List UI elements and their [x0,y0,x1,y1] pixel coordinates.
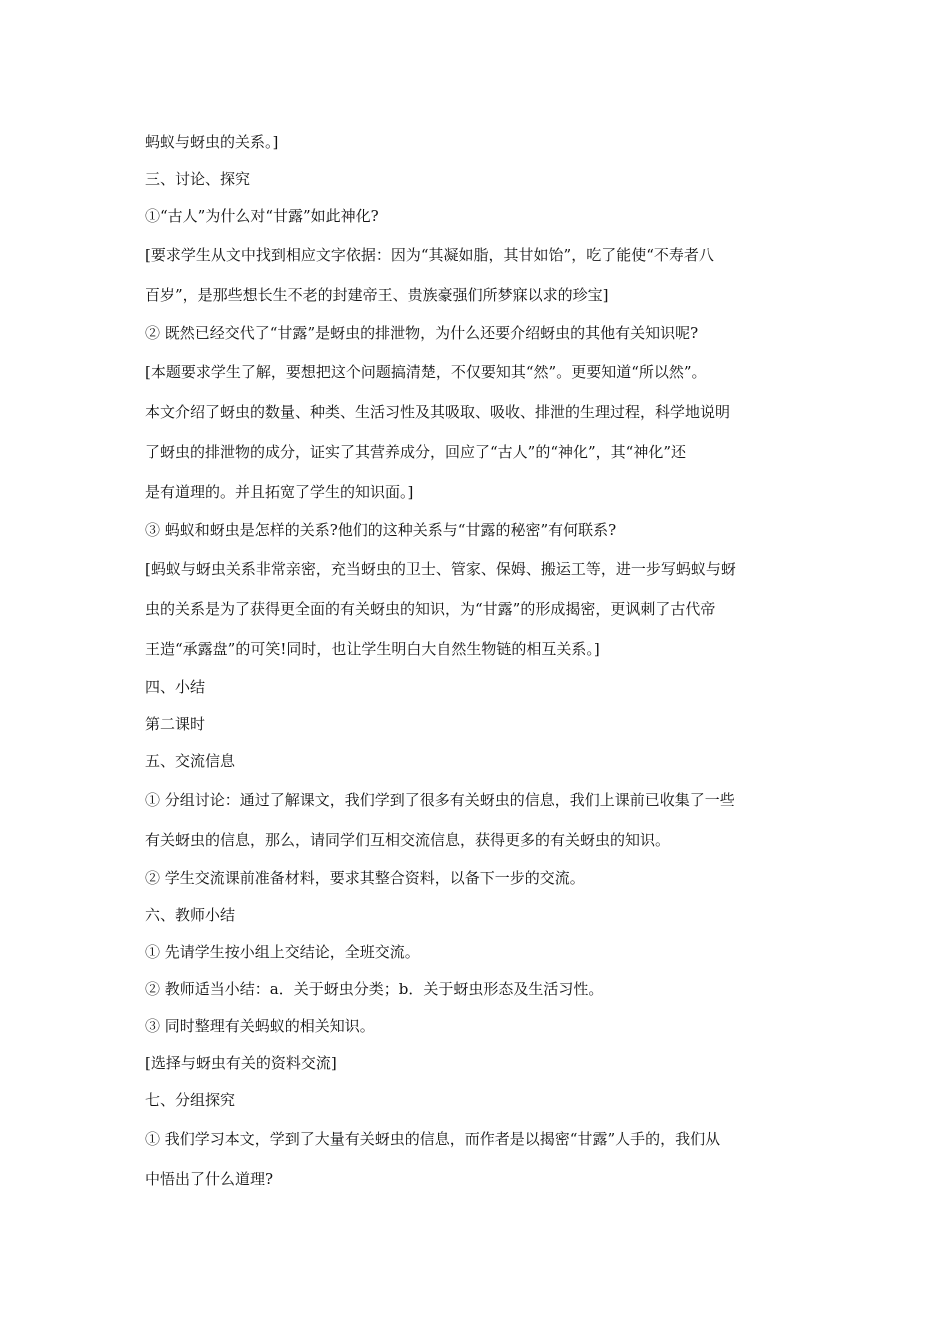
text-line: 虫的关系是为了获得更全面的有关蚜虫的知识，为“甘露”的形成揭密，更讽刺了古代帝 [145,600,716,618]
item-paragraph [145,780,807,860]
text-line: ① 分组讨论：通过了解课文，我们学到了很多有关蚜虫的信息，我们上课前已收集了一些 [145,791,735,809]
question-line: ①“古人”为什么对“甘露”如此神化? [145,207,379,225]
section-heading: 第二课时 [145,715,206,733]
question-line: ② 既然已经交代了“甘露”是蚜虫的排泄物，为什么还要介绍蚜虫的其他有关知识呢? [145,324,699,342]
item-line: ③ 同时整理有关蚂蚁的相关知识。 [145,1017,375,1035]
question-line: ③ 蚂蚁和蚜虫是怎样的关系?他们的这种关系与“甘露的秘密”有何联系? [145,521,617,539]
answer-paragraph [145,549,807,669]
section-heading: 四、小结 [145,678,206,696]
text-line: 是有道理的。并且拓宽了学生的知识面。] [145,483,414,501]
answer-paragraph [145,235,807,315]
item-line: ② 教师适当小结：a．关于蚜虫分类；b．关于蚜虫形态及生活习性。 [145,980,604,998]
text-line: ① 我们学习本文，学到了大量有关蚜虫的信息，而作者是以揭密“甘露”人手的，我们从 [145,1130,721,1148]
item-line: ② 学生交流课前准备材料，要求其整合资料，以备下一步的交流。 [145,869,585,887]
text-line: [要求学生从文中找到相应文字依据：因为“其凝如脂，其甘如饴”，吃了能使“不寿者八 [145,246,714,264]
answer-paragraph [145,352,807,512]
section-heading: 五、交流信息 [145,752,236,770]
text-line: 中悟出了什么道理? [145,1170,274,1188]
section-heading: 七、分组探究 [145,1091,236,1109]
item-paragraph [145,1119,807,1199]
text-line: [本题要求学生了解，要想把这个问题搞清楚，不仅要知其“然”。更要知道“所以然”。 [145,363,707,381]
text-line: 本文介绍了蚜虫的数量、种类、生活习性及其吸取、吸收、排泄的生理过程，科学地说明 [145,403,731,421]
text-line: 王造“承露盘”的可笑!同时，也让学生明白大自然生物链的相互关系。] [145,640,600,658]
text-line: [蚂蚁与蚜虫关系非常亲密，充当蚜虫的卫士、管家、保姆、搬运工等，进一步写蚂蚁与蚜 [145,560,736,578]
section-heading: 三、讨论、探究 [145,170,251,188]
item-line: ① 先请学生按小组上交结论，全班交流。 [145,943,420,961]
text-line: 了蚜虫的排泄物的成分，证实了其营养成分，回应了“古人”的“神化”，其“神化”还 [145,443,687,461]
text-line: 有关蚜虫的信息，那么，请同学们互相交流信息，获得更多的有关蚜虫的知识。 [145,831,671,849]
document-body [145,124,807,1199]
section-heading: 六、教师小结 [145,906,236,924]
text-line: 蚂蚁与蚜虫的关系。] [145,133,279,151]
note-line: [选择与蚜虫有关的资料交流] [145,1054,337,1072]
text-line: 百岁”，是那些想长生不老的封建帝王、贵族豪强们所梦寐以求的珍宝] [145,286,609,304]
